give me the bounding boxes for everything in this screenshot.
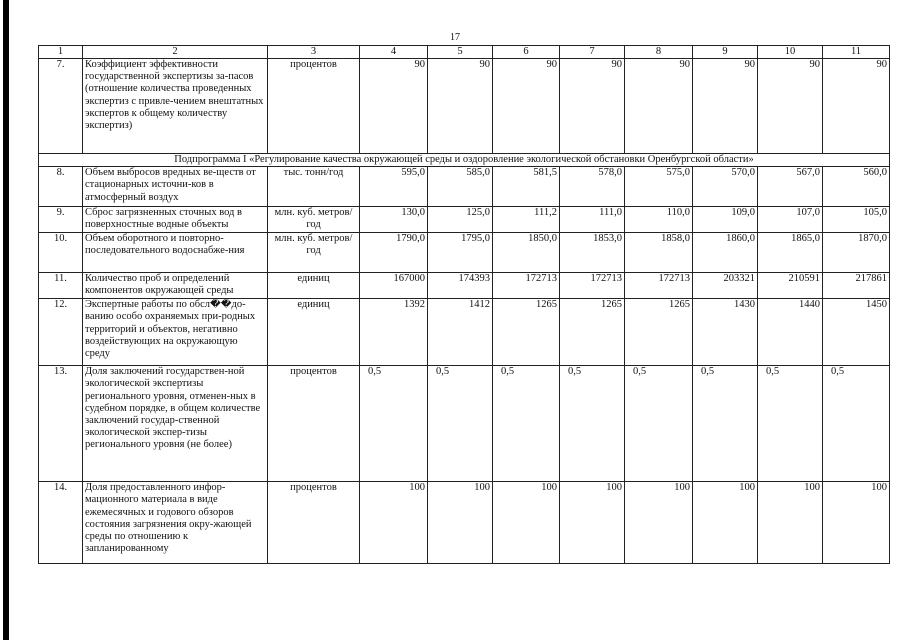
- value-cell: 100: [360, 482, 428, 564]
- value-cell: 1865,0: [758, 233, 823, 273]
- indicator-name: Количество проб и определений компонентов окружающей среды: [83, 273, 268, 299]
- unit-of-measure: млн. куб. метров/год: [268, 207, 360, 233]
- indicator-name: Экспертные работы по обсл��до-ванию особо охраняемых при-родных территорий и объектов, негативно воздействующих на окружающую среду: [83, 299, 268, 366]
- value-cell: 0,5: [428, 366, 493, 482]
- table-row: [39, 59, 890, 154]
- table-row: [39, 299, 890, 366]
- value-cell: 174393: [428, 273, 493, 299]
- unit-of-measure: единиц: [268, 299, 360, 366]
- value-cell: 90: [560, 59, 625, 154]
- indicator-name: Доля предоставленного инфор-мационного материала в виде ежемесячных и годового обзоров состояния загрязнения окру-жающей среды по отношению к запланированному: [83, 482, 268, 564]
- value-cell: 570,0: [693, 167, 758, 207]
- column-number-header: 7: [560, 46, 625, 59]
- value-cell: 1412: [428, 299, 493, 366]
- value-cell: 578,0: [560, 167, 625, 207]
- column-number-header: 10: [758, 46, 823, 59]
- value-cell: 100: [823, 482, 890, 564]
- value-cell: 1870,0: [823, 233, 890, 273]
- value-cell: 0,5: [560, 366, 625, 482]
- row-number: 14.: [39, 482, 83, 564]
- value-cell: 107,0: [758, 207, 823, 233]
- value-cell: 130,0: [360, 207, 428, 233]
- indicator-name: Сброс загрязненных сточных вод в поверхностные водные объекты: [83, 207, 268, 233]
- value-cell: 90: [428, 59, 493, 154]
- value-cell: 0,5: [493, 366, 560, 482]
- value-cell: 1430: [693, 299, 758, 366]
- binding-edge: [3, 0, 9, 640]
- row-number: 13.: [39, 366, 83, 482]
- value-cell: 100: [428, 482, 493, 564]
- value-cell: 100: [560, 482, 625, 564]
- value-cell: 90: [693, 59, 758, 154]
- value-cell: 1795,0: [428, 233, 493, 273]
- subprogram-title: Подпрограмма I «Регулирование качества окружающей среды и оздоровление экологической обстановки Оренбургской области»: [39, 154, 890, 167]
- column-number-header: 2: [83, 46, 268, 59]
- value-cell: 90: [493, 59, 560, 154]
- value-cell: 1450: [823, 299, 890, 366]
- value-cell: 1392: [360, 299, 428, 366]
- header-row: [39, 46, 890, 59]
- value-cell: 210591: [758, 273, 823, 299]
- indicator-name: Доля заключений государствен-ной экологической экспертизы регионального уровня, отменен-ных в судебном порядке, в общем количестве заключений государ-ственной экологической экспер-тизы регионального уровня (не более): [83, 366, 268, 482]
- unit-of-measure: тыс. тонн/год: [268, 167, 360, 207]
- column-number-header: 5: [428, 46, 493, 59]
- indicator-name: Объем оборотного и повторно-последовательного водоснабже-ния: [83, 233, 268, 273]
- value-cell: 0,5: [693, 366, 758, 482]
- column-number-header: 1: [39, 46, 83, 59]
- value-cell: 172713: [560, 273, 625, 299]
- value-cell: 575,0: [625, 167, 693, 207]
- value-cell: 1850,0: [493, 233, 560, 273]
- value-cell: 560,0: [823, 167, 890, 207]
- value-cell: 105,0: [823, 207, 890, 233]
- value-cell: 90: [758, 59, 823, 154]
- table-row: [39, 233, 890, 273]
- row-number: 8.: [39, 167, 83, 207]
- row-number: 11.: [39, 273, 83, 299]
- indicators-table: [38, 45, 890, 564]
- table-row: [39, 273, 890, 299]
- column-number-header: 8: [625, 46, 693, 59]
- column-number-header: 6: [493, 46, 560, 59]
- value-cell: 203321: [693, 273, 758, 299]
- value-cell: 595,0: [360, 167, 428, 207]
- value-cell: 125,0: [428, 207, 493, 233]
- row-number: 10.: [39, 233, 83, 273]
- value-cell: 90: [360, 59, 428, 154]
- unit-of-measure: процентов: [268, 59, 360, 154]
- value-cell: 1265: [493, 299, 560, 366]
- value-cell: 1265: [625, 299, 693, 366]
- unit-of-measure: процентов: [268, 366, 360, 482]
- unit-of-measure: процентов: [268, 482, 360, 564]
- value-cell: 0,5: [758, 366, 823, 482]
- column-number-header: 3: [268, 46, 360, 59]
- table-row: [39, 167, 890, 207]
- value-cell: 1265: [560, 299, 625, 366]
- value-cell: 167000: [360, 273, 428, 299]
- value-cell: 100: [693, 482, 758, 564]
- value-cell: 90: [823, 59, 890, 154]
- value-cell: 0,5: [823, 366, 890, 482]
- page-number: 17: [450, 32, 460, 43]
- indicator-name: Объем выбросов вредных ве-ществ от стационарных источни-ков в атмосферный воздух: [83, 167, 268, 207]
- value-cell: 100: [625, 482, 693, 564]
- value-cell: 1860,0: [693, 233, 758, 273]
- value-cell: 0,5: [625, 366, 693, 482]
- row-number: 9.: [39, 207, 83, 233]
- value-cell: 172713: [493, 273, 560, 299]
- value-cell: 1858,0: [625, 233, 693, 273]
- value-cell: 217861: [823, 273, 890, 299]
- value-cell: 567,0: [758, 167, 823, 207]
- column-number-header: 9: [693, 46, 758, 59]
- value-cell: 110,0: [625, 207, 693, 233]
- column-number-header: 11: [823, 46, 890, 59]
- column-number-header: 4: [360, 46, 428, 59]
- subprogram-row: [39, 154, 890, 167]
- table-row: [39, 207, 890, 233]
- value-cell: 1853,0: [560, 233, 625, 273]
- value-cell: 90: [625, 59, 693, 154]
- value-cell: 0,5: [360, 366, 428, 482]
- value-cell: 581,5: [493, 167, 560, 207]
- value-cell: 585,0: [428, 167, 493, 207]
- value-cell: 172713: [625, 273, 693, 299]
- row-number: 12.: [39, 299, 83, 366]
- unit-of-measure: млн. куб. метров/год: [268, 233, 360, 273]
- indicator-name: Коэффициент эффективности государственной экспертизы за-пасов (отношение количества проведенных экспертиз с привле-чением внештатных экспертов к общему количеству экспертиз): [83, 59, 268, 154]
- row-number: 7.: [39, 59, 83, 154]
- value-cell: 100: [493, 482, 560, 564]
- value-cell: 1790,0: [360, 233, 428, 273]
- value-cell: 111,0: [560, 207, 625, 233]
- table-row: [39, 366, 890, 482]
- value-cell: 100: [758, 482, 823, 564]
- table-row: [39, 482, 890, 564]
- unit-of-measure: единиц: [268, 273, 360, 299]
- value-cell: 111,2: [493, 207, 560, 233]
- value-cell: 1440: [758, 299, 823, 366]
- value-cell: 109,0: [693, 207, 758, 233]
